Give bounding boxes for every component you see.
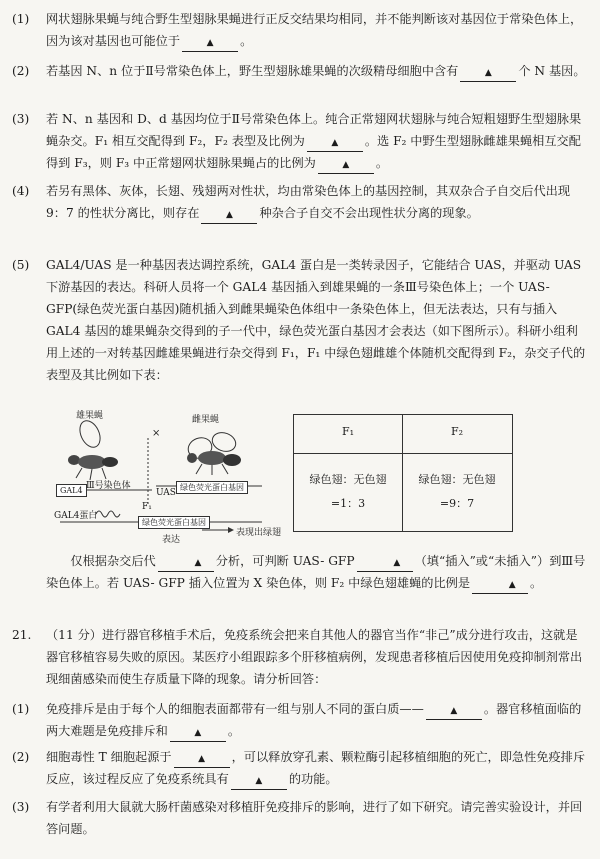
table-cell-f1-ratio: =1：3 [330, 497, 366, 510]
question-number: (1) [12, 12, 30, 26]
question-text: 有学者利用大鼠就大肠杆菌感染对移植肝免疫排斥的影响，进行了如下研究。请完善实验设计，并回答问题。 [46, 800, 583, 836]
table-cell-f2-label: 绿色翅：无色翅 [418, 473, 496, 486]
offspring-ratio-table [293, 414, 513, 532]
table-header-f1: F₁ [341, 425, 355, 438]
question-text: 细胞毒性 T 细胞起源于 ▲ ，可以释放穿孔素、颗粒酶引起移植细胞的死亡，即急性免疫排斥反应，该过程反应了免疫系统具有 ▲ 的功能。 [46, 746, 588, 790]
question-number: (1) [12, 702, 30, 716]
question-number: (3) [12, 112, 30, 126]
answer-blank[interactable]: ▲ [460, 63, 516, 82]
question-text: 若基因 N、n 位于Ⅱ号常染色体上，野生型翅脉雄果蝇的次级精母细胞中含有 ▲ 个 N 基因。 [46, 60, 588, 82]
question-number: (4) [12, 184, 30, 198]
cross-symbol: × [152, 428, 161, 439]
question-text: 仅根据杂交后代 ▲ 分析，可判断 UAS- GFP ▲ （填“插入”或“未插入”）到Ⅲ号染色体上。若 UAS- GFP 插入位置为 X 染色体，则 F₂ 中绿色翅雄蝇的比例是 ▲ 。 [46, 550, 588, 594]
question-number: (5) [12, 258, 30, 272]
question-text: 若另有黑体、灰体，长翅、残翅两对性状，均由常染色体上的基因控制，其双杂合子自交后代出现 9：7 的性状分离比，则存在 ▲ 种杂合子自交不会出现性状分离的现象。 [46, 180, 588, 224]
question-text: （11 分）进行器官移植手术后，免疫系统会把来自其他人的器官当作“非己”成分进行攻击，这就是器官移植容易失败的原因。某医疗小组跟踪多个肝移植病例，发现患者移植后因使用免疫抑制剂常出现细菌感染而使生存质量下降的现象。请分析回答： [46, 628, 583, 686]
answer-blank[interactable]: ▲ [357, 553, 413, 572]
question-text: 免疫排斥是由于每个人的细胞表面都带有一组与别人不同的蛋白质—— ▲ 。器官移植面临的两大难题是免疫排斥和 ▲ 。 [46, 698, 588, 742]
gfp-gene-box: 绿色荧光蛋白基因 [176, 481, 248, 494]
table-cell-f2-ratio: =9：7 [439, 497, 475, 510]
female-fly-label: 雌果蝇 [192, 415, 220, 425]
male-fly-label: 雄果蝇 [76, 411, 104, 421]
answer-blank[interactable]: ▲ [201, 205, 257, 224]
question-number: (2) [12, 750, 30, 764]
answer-blank[interactable]: ▲ [231, 771, 287, 790]
answer-blank[interactable]: ▲ [426, 701, 482, 720]
question-5 [12, 254, 588, 386]
question-21 [12, 624, 588, 690]
question-text: GAL4/UAS 是一种基因表达调控系统，GAL4 蛋白是一类转录因子，它能结合 UAS，并驱动 UAS 下游基因的表达。科研人员将一个 GAL4 基因插入到雄果蝇的一条Ⅲ号染色体上；一个 UAS-GFP(绿色荧光蛋白基因)随机插入到雌果蝇染色体组中一条染色体上，但无法表达，只有与插入 GAL4 基因的雄果蝇杂交得到的子一代中，绿色荧光蛋白基因才会表达（如下图所示）。科研小组利用上述的一对转基因雌雄果蝇进行杂交得到 F₁，F₁ 中绿色翅雌雄个体随机交配得到 F₂，杂交子代的表型及其比例如下表： [46, 258, 586, 382]
table-header-f2: F₂ [450, 425, 464, 438]
question-21-1 [12, 698, 588, 742]
question-2 [12, 60, 588, 82]
chromosome-3-label: Ⅲ号染色体 [86, 481, 131, 491]
female-fly-icon [185, 429, 241, 475]
question-number: (3) [12, 800, 30, 814]
question-1 [12, 8, 588, 52]
gfp-gene-box-f1: 绿色荧光蛋白基因 [138, 516, 210, 529]
answer-blank[interactable]: ▲ [318, 155, 374, 174]
answer-blank[interactable]: ▲ [174, 749, 230, 768]
answer-blank[interactable]: ▲ [182, 33, 238, 52]
expression-label: 表达 [162, 535, 181, 545]
f1-label: F₁ [142, 502, 152, 512]
answer-blank[interactable]: ▲ [158, 553, 214, 572]
question-21-3 [12, 796, 588, 840]
question-21-2 [12, 746, 588, 790]
gal4-protein-label: GAL4蛋白 [54, 511, 98, 521]
answer-blank[interactable]: ▲ [170, 723, 226, 742]
question-5-followup [12, 550, 588, 594]
expression-result-label: 表现出绿翅 [236, 528, 282, 538]
question-text: 若 N、n 基因和 D、d 基因均位于Ⅱ号常染色体上。纯合正常翅网状翅脉与纯合短粗翅野生型翅脉果蝇杂交。F₁ 相互交配得到 F₂，F₂ 表型及比例为 ▲ 。选 F₂ 中野生型翅脉雌雄果蝇相互交配得到 F₃，则 F₃ 中正常翅网状翅脉果蝇占的比例为 ▲ 。 [46, 108, 588, 174]
gal4-uas-diagram [52, 408, 282, 543]
answer-blank[interactable]: ▲ [472, 575, 528, 594]
gal4-gene-box: GAL4 [56, 484, 87, 497]
question-text: 网状翅脉果蝇与纯合野生型翅脉果蝇进行正反交结果均相同，并不能判断该对基因位于常染色体上，因为该对基因也可能位于 ▲ 。 [46, 8, 588, 52]
uas-label: UAS [156, 488, 176, 498]
table-cell-f1-label: 绿色翅：无色翅 [309, 473, 387, 486]
question-4 [12, 180, 588, 224]
male-fly-icon [68, 418, 118, 480]
question-number: (2) [12, 64, 30, 78]
question-number: 21. [12, 628, 32, 642]
question-3 [12, 108, 588, 174]
answer-blank[interactable]: ▲ [307, 133, 363, 152]
